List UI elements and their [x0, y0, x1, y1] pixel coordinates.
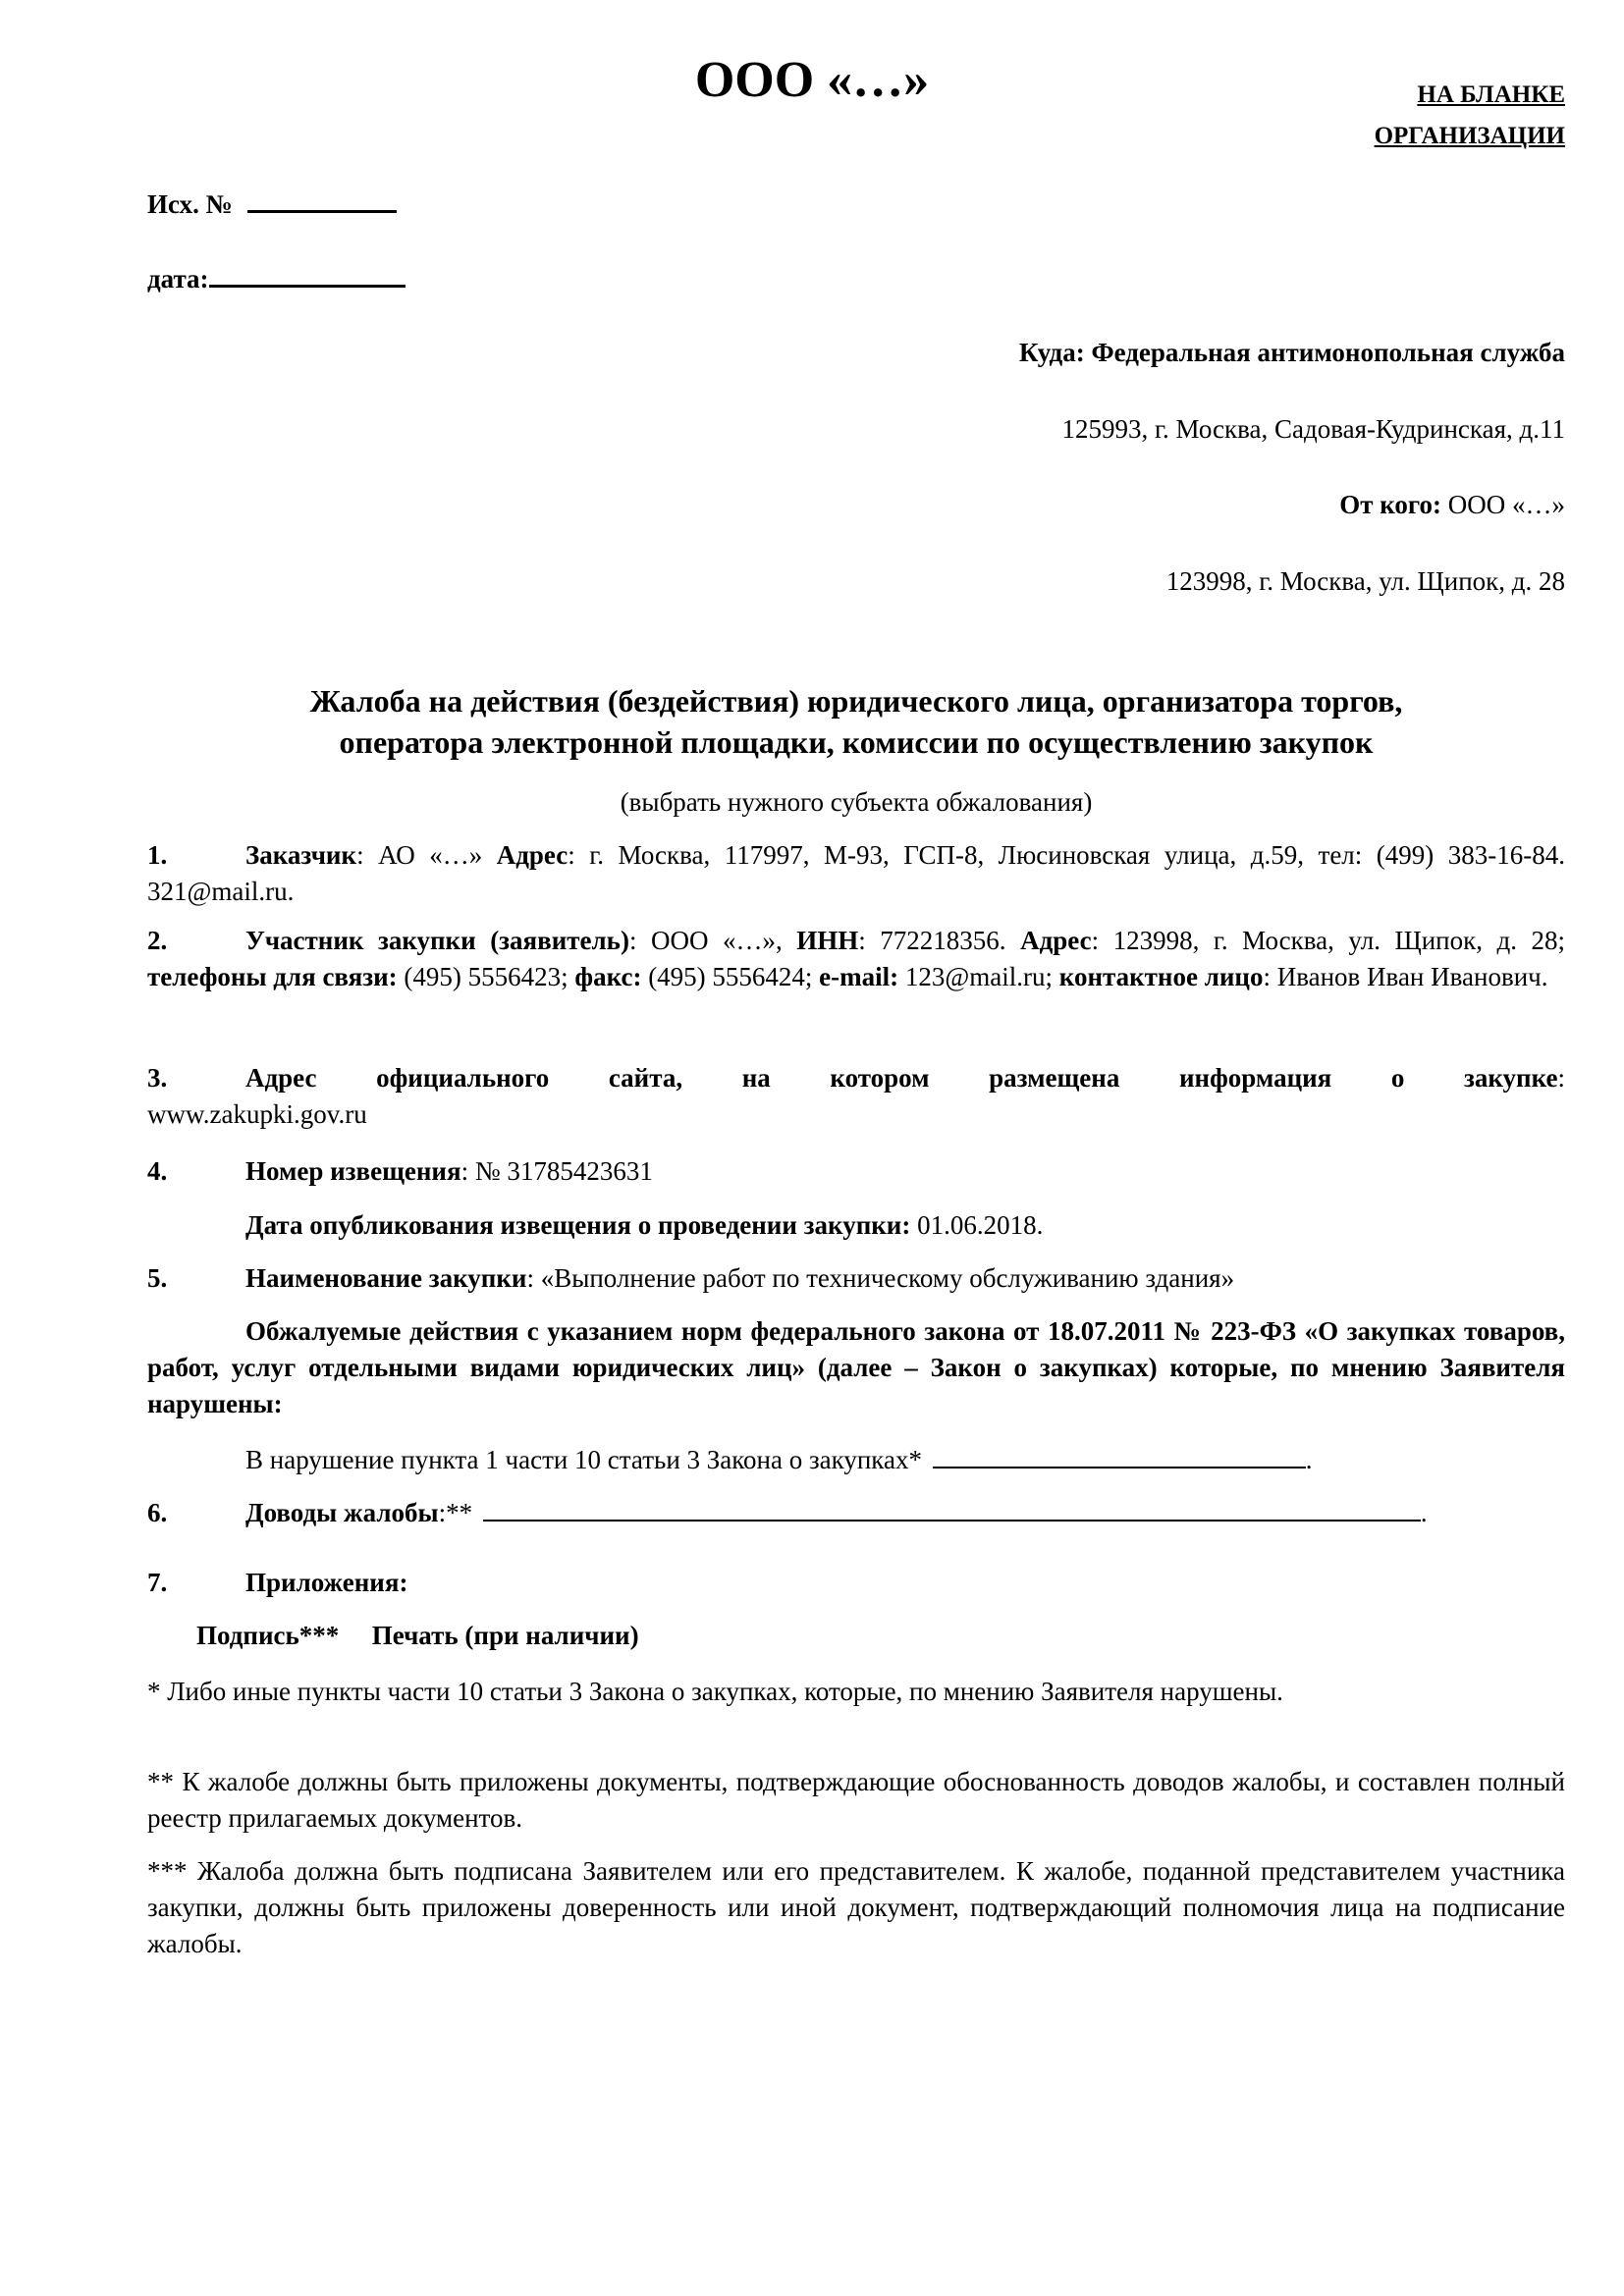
- item-number: 5.: [147, 1263, 168, 1293]
- item-number: 6.: [147, 1498, 168, 1527]
- complaint-title-line2: оператора электронной площадки, комиссии по осуществлению закупок: [339, 724, 1374, 760]
- notice-number-value: : № 31785423631: [460, 1156, 653, 1186]
- email-label: e-mail:: [819, 962, 899, 991]
- item-number: 3.: [147, 1063, 168, 1093]
- customer-value: : АО «…»: [356, 840, 497, 870]
- item-number: 2.: [147, 926, 168, 955]
- from-value: ООО «…»: [1447, 490, 1565, 519]
- item-notice-number: [147, 1153, 1565, 1190]
- to-address: 125993, г. Москва, Садовая-Кудринская, д.11: [1061, 414, 1565, 444]
- participant-address-label: Адрес: [1020, 926, 1092, 955]
- from-address: 123998, г. Москва, ул. Щипок, д. 28: [1165, 566, 1565, 596]
- complaint-title: [147, 680, 1565, 763]
- letterhead-note: [1375, 75, 1565, 157]
- participant-address-value: : 123998, г. Москва, ул. Щипок, д. 28;: [1091, 926, 1565, 955]
- customer-label: Заказчик: [245, 840, 357, 870]
- official-site-label-line: [147, 1060, 1565, 1096]
- email-value: 123@mail.ru;: [898, 962, 1059, 991]
- phone-label: телефоны для связи:: [147, 962, 398, 991]
- outgoing-number-label: Исх. №: [147, 189, 233, 219]
- item-customer: [147, 837, 1565, 910]
- outgoing-number-field[interactable]: [247, 187, 397, 213]
- participant-value: : ООО «…»,: [628, 926, 797, 955]
- signature-line: [147, 1618, 1565, 1654]
- date-field[interactable]: [209, 261, 406, 288]
- item-attachments: [147, 1565, 1565, 1601]
- violation-field[interactable]: [933, 1441, 1306, 1468]
- violation-line: В нарушение пункта 1 части 10 статьи 3 Закона о закупках* .: [147, 1441, 1565, 1478]
- arguments-marker: :**: [438, 1498, 473, 1527]
- item-number: 1.: [147, 840, 168, 870]
- inn-value: : 772218356.: [858, 926, 1021, 955]
- fax-label: факс:: [574, 962, 642, 991]
- item-participant: [147, 923, 1565, 995]
- participant-label: Участник закупки (заявитель): [245, 926, 629, 955]
- official-site-label: Адрес официального сайта, на котором размещена информация о закупке: [245, 1063, 1558, 1093]
- complaint-title-line1: Жалоба на действия (бездействия) юридического лица, организатора торгов,: [309, 683, 1403, 719]
- complaint-subtitle: (выбрать нужного субъекта обжалования): [620, 787, 1093, 817]
- item-official-site: [147, 1060, 1565, 1133]
- purchase-name-label: Наименование закупки: [245, 1263, 527, 1293]
- contact-label: контактное лицо: [1058, 962, 1264, 991]
- footnote-1: * Либо иные пункты части 10 статьи 3 Закона о закупках, которые, по мнению Заявителя нарушены.: [147, 1677, 1283, 1706]
- fax-value: (495) 5556424;: [641, 962, 820, 991]
- attachments-label: Приложения:: [245, 1568, 408, 1597]
- notice-date-value: 01.06.2018.: [910, 1210, 1044, 1240]
- from-label: От кого:: [1339, 490, 1441, 519]
- signature-label: Подпись***: [196, 1621, 340, 1650]
- letterhead-note-line1: НА БЛАНКЕ: [1417, 81, 1565, 108]
- outgoing-number: [147, 187, 397, 221]
- footnote-3: *** Жалоба должна быть подписана Заявителем или его представителем. К жалобе, поданной представителем участника закупки, должны быть приложены доверенность или иной документ, подтверждающий полномочия лица на подписание жалобы.: [147, 1856, 1565, 1958]
- customer-address-value: : г. Москва, 117997, М-93, ГСП-8, Люсиновская улица, д.59, тел: (499) 383-16-84. 321@mail.ru.: [147, 840, 1566, 906]
- purchase-name-value: : «Выполнение работ по техническому обслуживанию здания»: [526, 1263, 1235, 1293]
- phone-value: (495) 5556423;: [397, 962, 575, 991]
- inn-label: ИНН: [796, 926, 859, 955]
- appealed-actions: Обжалуемые действия с указанием норм федерального закона от 18.07.2011 № 223-ФЗ «О закупках товаров, работ, услуг отдельными видами юридических лиц» (далее – Закон о закупках) которые, по мнению Заявителя нарушены:: [147, 1316, 1565, 1418]
- stamp-label: Печать (при наличии): [371, 1621, 639, 1650]
- notice-date: [147, 1207, 1565, 1244]
- to-label: Куда:: [1018, 338, 1085, 367]
- item-number: 7.: [147, 1568, 168, 1597]
- customer-address-label: Адрес: [496, 840, 568, 870]
- footnote-2: ** К жалобе должны быть приложены документы, подтверждающие обоснованность доводов жалобы, и составлен полный реестр прилагаемых документов.: [147, 1767, 1565, 1833]
- item-arguments: 6. Доводы жалобы:** .: [147, 1494, 1565, 1531]
- notice-number-label: Номер извещения: [245, 1156, 461, 1186]
- item-number: 4.: [147, 1156, 168, 1186]
- date-label: дата:: [147, 264, 209, 294]
- organization-name: ООО «…»: [694, 52, 930, 108]
- contact-value: : Иванов Иван Иванович.: [1263, 962, 1548, 991]
- official-site-value[interactable]: www.zakupki.gov.ru: [147, 1099, 367, 1129]
- violation-text: В нарушение пункта 1 части 10 статьи 3 Закона о закупках*: [245, 1445, 922, 1474]
- to-line: [1019, 336, 1565, 369]
- arguments-label: Доводы жалобы: [245, 1498, 439, 1527]
- from-line: [1339, 488, 1565, 521]
- date-line: [147, 261, 406, 295]
- to-value: Федеральная антимонопольная служба: [1091, 338, 1565, 367]
- letterhead-note-line2: ОРГАНИЗАЦИИ: [1374, 123, 1565, 149]
- notice-date-label: Дата опубликования извещения о проведении закупки:: [245, 1210, 911, 1240]
- colon: :: [1557, 1063, 1565, 1093]
- item-purchase-name: [147, 1260, 1565, 1297]
- arguments-field[interactable]: [483, 1494, 1421, 1522]
